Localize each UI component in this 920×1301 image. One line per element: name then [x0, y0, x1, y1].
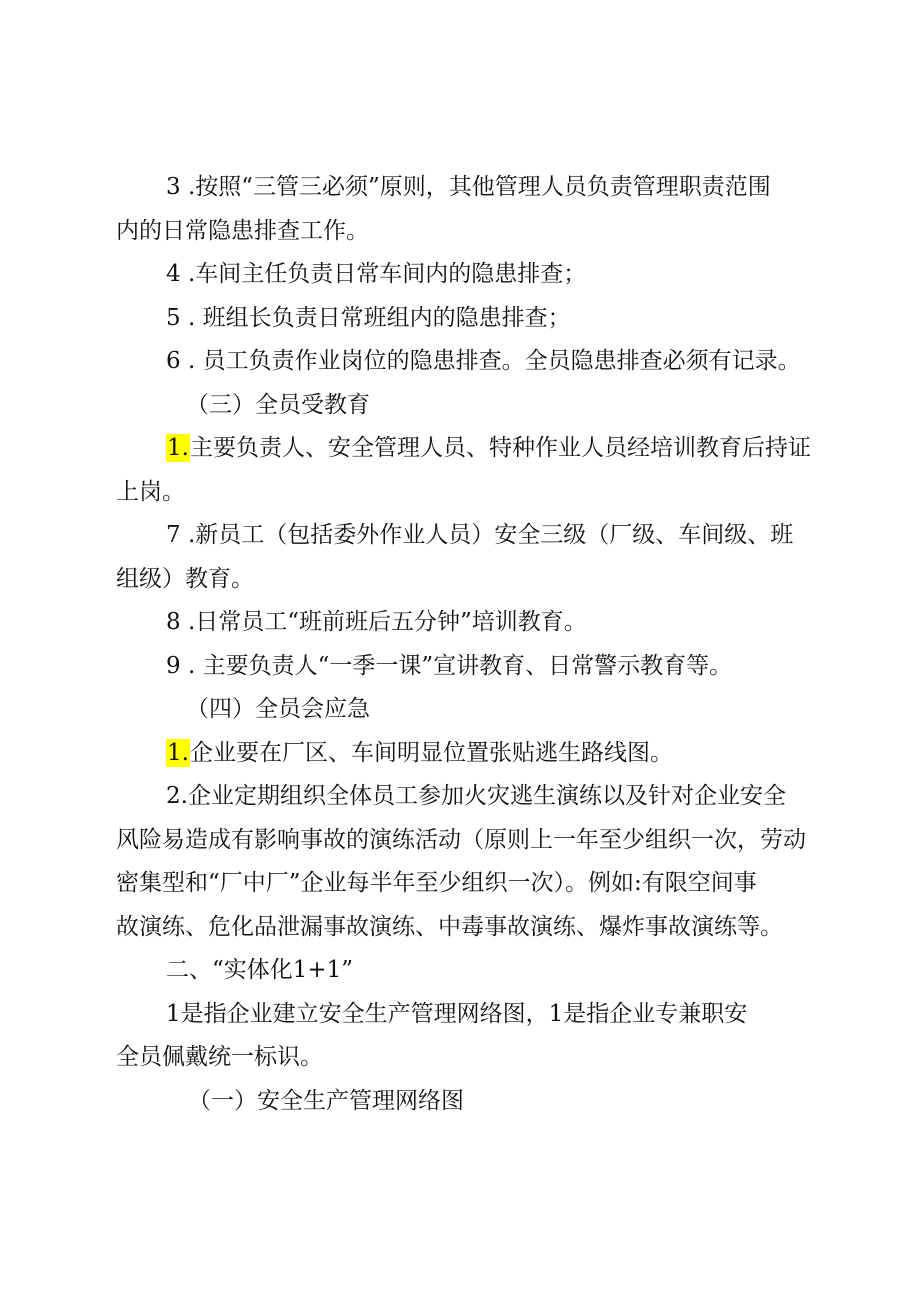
text-line [116, 1080, 806, 1124]
line-text: 组级）教育。 [116, 565, 254, 592]
line-text: 内的日常隐患排查工作。 [116, 217, 369, 244]
text-line [116, 384, 806, 428]
line-text: 上岗。 [116, 478, 185, 505]
text-line [116, 601, 806, 645]
text-line [116, 340, 806, 384]
text-line [116, 471, 806, 515]
highlighted-number: 1. [167, 739, 189, 766]
line-text: 二、“实体化1+1” [166, 957, 354, 983]
line-text: 1是指企业建立安全生产管理网络图，1是指企业专兼职安 [166, 1000, 748, 1027]
line-text: 5 . 班组长负责日常班组内的隐患排查； [166, 304, 571, 331]
highlighted-number: 1. [167, 435, 189, 461]
text-line [116, 297, 806, 341]
document-body [116, 166, 811, 1123]
text-line [116, 210, 806, 254]
text-line [116, 427, 811, 471]
line-text: 企业要在厂区、车间明显位置张贴逃生路线图。 [189, 739, 673, 766]
line-text: 8 .日常员工“班前班后五分钟”培训教育。 [166, 609, 587, 635]
text-line [116, 1036, 806, 1080]
line-text: 全员佩戴统一标识。 [116, 1044, 323, 1070]
text-line [116, 253, 806, 297]
line-text: 主要负责人、安全管理人员、特种作业人员经培训教育后持证 [189, 435, 811, 461]
text-line [116, 688, 806, 732]
text-line [116, 775, 806, 819]
line-text: 2.企业定期组织全体员工参加火灾逃生演练以及针对企业安全 [166, 783, 786, 809]
line-text: 故演练、危化品泄漏事故演练、中毒事故演练、爆炸事故演练等。 [116, 913, 783, 940]
line-text: （一）安全生产管理网络图 [188, 1087, 464, 1114]
text-line [116, 645, 806, 689]
text-line [116, 993, 806, 1037]
line-text: 风险易造成有影响事故的演练活动（原则上一年至少组织一次，劳动 [116, 826, 806, 853]
line-text: 4 .车间主任负责日常车间内的隐患排查； [166, 261, 587, 287]
line-text: （三）全员受教育 [186, 391, 370, 418]
text-line [116, 166, 806, 210]
text-line [116, 514, 806, 558]
line-text: 9 . 主要负责人“一季一课”宣讲教育、日常警示教育等。 [166, 652, 733, 679]
text-line [116, 819, 806, 863]
text-line [116, 558, 806, 602]
text-line [116, 906, 806, 950]
line-text: （四）全员会应急 [186, 696, 370, 722]
line-text: 3 .按照“三管三必须”原则，其他管理人员负责管理职责范围 [166, 174, 771, 200]
text-line [116, 949, 806, 993]
text-line [116, 732, 806, 776]
line-text: 7 .新员工（包括委外作业人员）安全三级（厂级、车间级、班 [166, 522, 794, 548]
text-line [116, 862, 806, 906]
line-text: 密集型和“厂中厂”企业每半年至少组织一次）。例如:有限空间事 [116, 870, 757, 896]
line-text: 6 . 员工负责作业岗位的隐患排查。全员隐患排查必须有记录。 [166, 348, 801, 374]
